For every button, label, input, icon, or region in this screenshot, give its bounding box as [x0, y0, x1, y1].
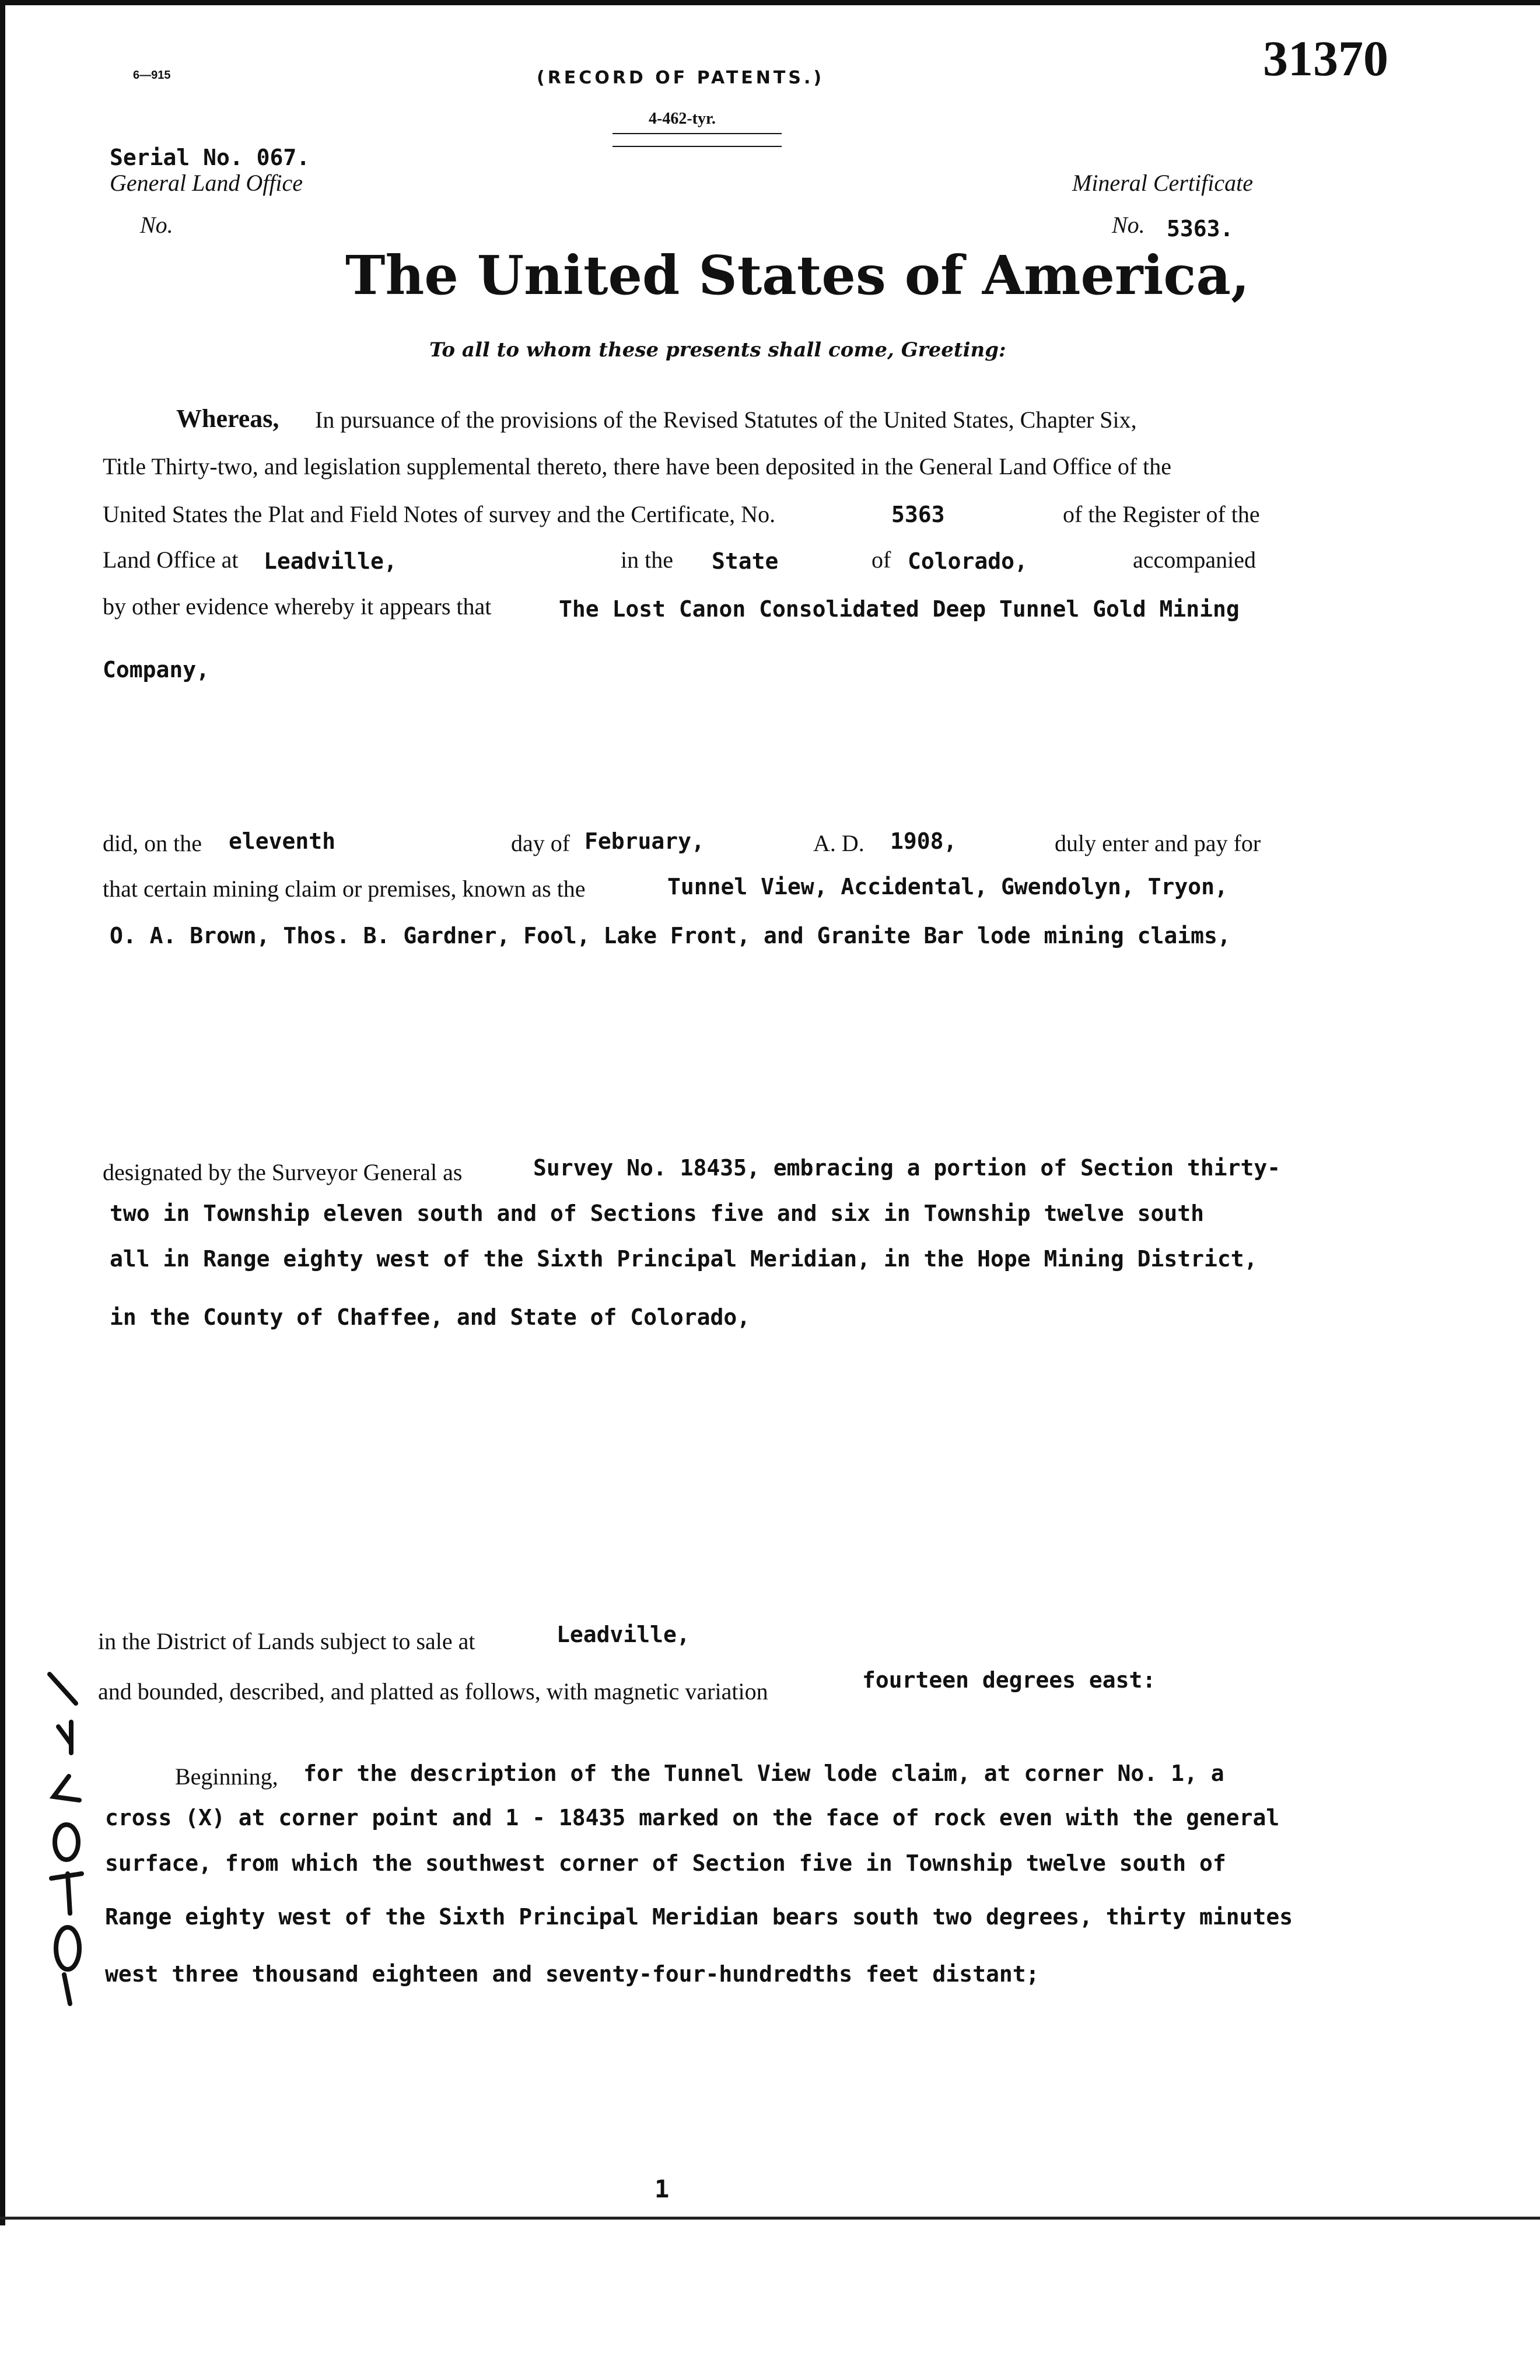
whereas-line-4a: Land Office at [103, 547, 239, 573]
entry-day: eleventh [229, 828, 336, 854]
district-place: Leadville, [556, 1622, 690, 1647]
claims-line-1: Tunnel View, Accidental, Gwendolyn, Tryon, [667, 874, 1228, 900]
description-line-3: surface, from which the southwest corner of Section five in Township twelve south of [105, 1850, 1226, 1876]
greeting-line: To all to whom these presents shall come, Greeting: [429, 338, 1006, 362]
whereas-line-1: In pursuance of the provisions of the Revised Statutes of the United States, Chapter Six, [315, 407, 1137, 433]
handwritten-margin-note [35, 1657, 105, 2007]
entry-year: 1908, [890, 828, 957, 854]
entry-duly: duly enter and pay for [1055, 830, 1261, 856]
entry-month: February, [584, 828, 705, 854]
description-line-4: Range eighty west of the Sixth Principal Meridian bears south two degrees, thirty minutes [105, 1904, 1293, 1930]
magnetic-variation: fourteen degrees east: [862, 1667, 1156, 1693]
whereas-line-2: Title Thirty-two, and legislation supplemental thereto, there have been deposited in the General Land Office of the [103, 453, 1172, 480]
description-line-2: cross (X) at corner point and 1 - 18435 marked on the face of rock even with the general [105, 1805, 1280, 1831]
claimant-name-line-2: Company, [103, 657, 210, 682]
whereas-line-3b: of the Register of the [1063, 501, 1260, 527]
record-title: (RECORD OF PATENTS.) [537, 68, 825, 88]
state-word: State [712, 548, 779, 574]
page-border-top [0, 0, 1540, 5]
certificate-no-value: 5363. [1167, 216, 1234, 242]
designation-line-3: all in Range eighty west of the Sixth Principal Meridian, in the Hope Mining District, [110, 1246, 1258, 1272]
office-no-label: No. [140, 212, 173, 238]
page-divider-bottom [0, 2217, 1540, 2220]
beginning-lead: Beginning, [175, 1763, 278, 1790]
whereas-lead: Whereas, [176, 404, 279, 433]
whereas-line-4b: in the [621, 547, 673, 573]
claims-line-2: O. A. Brown, Thos. B. Gardner, Fool, Lake Front, and Granite Bar lode mining claims, [110, 923, 1231, 949]
entry-ad: A. D. [813, 830, 864, 856]
entry-day-of: day of [511, 830, 570, 856]
mineral-certificate-label: Mineral Certificate [1072, 170, 1253, 196]
state-name: Colorado, [908, 548, 1028, 574]
patent-number-stamp: 31370 [1263, 30, 1388, 86]
handwritten-margin-note-graphic [35, 1657, 105, 2007]
general-land-office-label: General Land Office [110, 170, 303, 196]
whereas-line-5a: by other evidence whereby it appears that [103, 593, 492, 620]
claimant-name-line-1: The Lost Canon Consolidated Deep Tunnel Gold Mining [559, 596, 1240, 622]
designation-line-2: two in Township eleven south and of Sections five and six in Township twelve south [110, 1200, 1204, 1226]
whereas-line-3a: United States the Plat and Field Notes of survey and the Certificate, No. [103, 501, 776, 527]
header-rule-lower [612, 146, 782, 147]
serial-number: Serial No. 067. [110, 145, 310, 170]
header-rule-upper [612, 133, 782, 134]
description-line-1: for the description of the Tunnel View lode claim, at corner No. 1, a [303, 1760, 1224, 1786]
page-number: 1 [654, 2175, 670, 2203]
whereas-line-4d: accompanied [1133, 547, 1256, 573]
certificate-no-label: No. [1112, 212, 1145, 238]
district-lead: in the District of Lands subject to sale at [98, 1628, 475, 1654]
whereas-line-4c: of [872, 547, 891, 573]
claim-lead: that certain mining claim or premises, known as the [103, 876, 586, 902]
description-line-5: west three thousand eighteen and seventy-four-hundredths feet distant; [105, 1961, 1040, 1987]
land-office-place: Leadville, [264, 548, 397, 574]
bounded-line: and bounded, described, and platted as follows, with magnetic variation [98, 1678, 768, 1704]
designation-line-1: Survey No. 18435, embracing a portion of Section thirty- [533, 1155, 1281, 1181]
form-code: 6—915 [133, 69, 171, 82]
entry-did-on: did, on the [103, 830, 202, 856]
designation-lead: designated by the Surveyor General as [103, 1159, 463, 1185]
sub-code: 4-462-tyr. [649, 110, 716, 128]
register-certificate-number: 5363 [891, 502, 945, 527]
designation-line-4: in the County of Chaffee, and State of Colorado, [110, 1304, 751, 1330]
document-title: The United States of America, [345, 244, 1250, 307]
page-border-left [0, 0, 5, 2225]
